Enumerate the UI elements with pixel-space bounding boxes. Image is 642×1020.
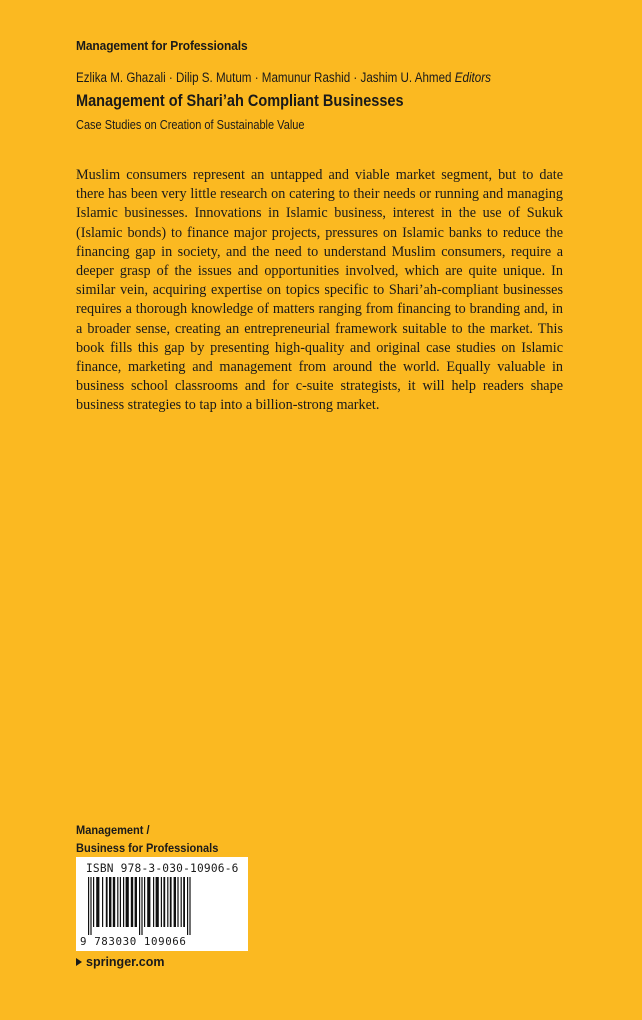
barcode-bar (117, 877, 118, 927)
category-line-1: Management / (76, 823, 150, 837)
barcode-icon (84, 877, 242, 935)
barcode-bar (90, 877, 91, 935)
barcode-bar (120, 877, 121, 927)
barcode-bar (123, 877, 124, 927)
barcode-bar (141, 877, 142, 935)
barcode-bar (144, 877, 145, 927)
barcode-bar (174, 877, 176, 927)
barcode-bar (109, 877, 111, 927)
isbn-label: ISBN 978-3-030-10906-6 (86, 862, 239, 875)
barcode-bar (161, 877, 162, 927)
barcode-bar (183, 877, 185, 927)
category-line-2: Business for Professionals (76, 841, 219, 855)
barcode-bar (189, 877, 190, 935)
arrow-right-icon (76, 958, 82, 966)
barcode-bar (113, 877, 115, 927)
barcode-bar (163, 877, 165, 927)
publisher-link[interactable] (76, 955, 165, 969)
barcode-bar (187, 877, 188, 935)
editor-names: Ezlika M. Ghazali · Dilip S. Mutum · Mamunur Rashid · Jashim U. Ahmed (76, 70, 452, 85)
book-subtitle: Case Studies on Creation of Sustainable Value (76, 118, 305, 132)
barcode-bar (106, 877, 108, 927)
barcode-bar (167, 877, 168, 927)
isbn-barcode-box (76, 857, 248, 951)
barcode-bar (153, 877, 154, 927)
editors-line (76, 70, 491, 85)
barcode-bar (181, 877, 182, 927)
book-title: Management of Shari’ah Compliant Businesses (76, 92, 404, 110)
barcode-bar (131, 877, 133, 927)
barcode-bar (96, 877, 99, 927)
barcode-bar (177, 877, 178, 927)
barcode-bar (102, 877, 103, 927)
series-name: Management for Professionals (76, 38, 248, 53)
editors-role: Editors (454, 70, 491, 85)
subject-category (76, 821, 218, 857)
barcode-bar (135, 877, 137, 927)
publisher-link-text[interactable]: springer.com (86, 955, 165, 969)
barcode-bar (126, 877, 129, 927)
barcode-bar (156, 877, 159, 927)
book-description: Muslim consumers represent an untapped and viable market segment, but to date there has been very little research on catering to their needs or running and managing Islamic businesses. Innovations in Islamic business, interest in the use of Sukuk (Islamic bonds) to finance major projects, pressures on Islamic banks to reduce the financing gap in society, and the need to understand Muslim consumers, require a deeper grasp of the issues and opportunities involved, which are quite unique. In similar vein, acquiring expertise on topics specific to Shari’ah-compliant businesses requires a thorough knowledge of matters ranging from financing to branding and, in a broader sense, creating an entrepreneurial framework suitable to the market. This book fills this gap by presenting high-quality and original case studies on Islamic finance, marketing and management from around the world. Equally valuable in business school classrooms and for c-suite strategists, it will help readers shape business strategies to tap into a billion-strong market. (76, 167, 563, 414)
barcode-bar (88, 877, 89, 935)
barcode-bar (147, 877, 150, 927)
barcode-bar (170, 877, 172, 927)
barcode-digits: 9 783030 109066 (80, 935, 187, 948)
barcode-bar (93, 877, 94, 927)
barcode-bar (139, 877, 140, 935)
